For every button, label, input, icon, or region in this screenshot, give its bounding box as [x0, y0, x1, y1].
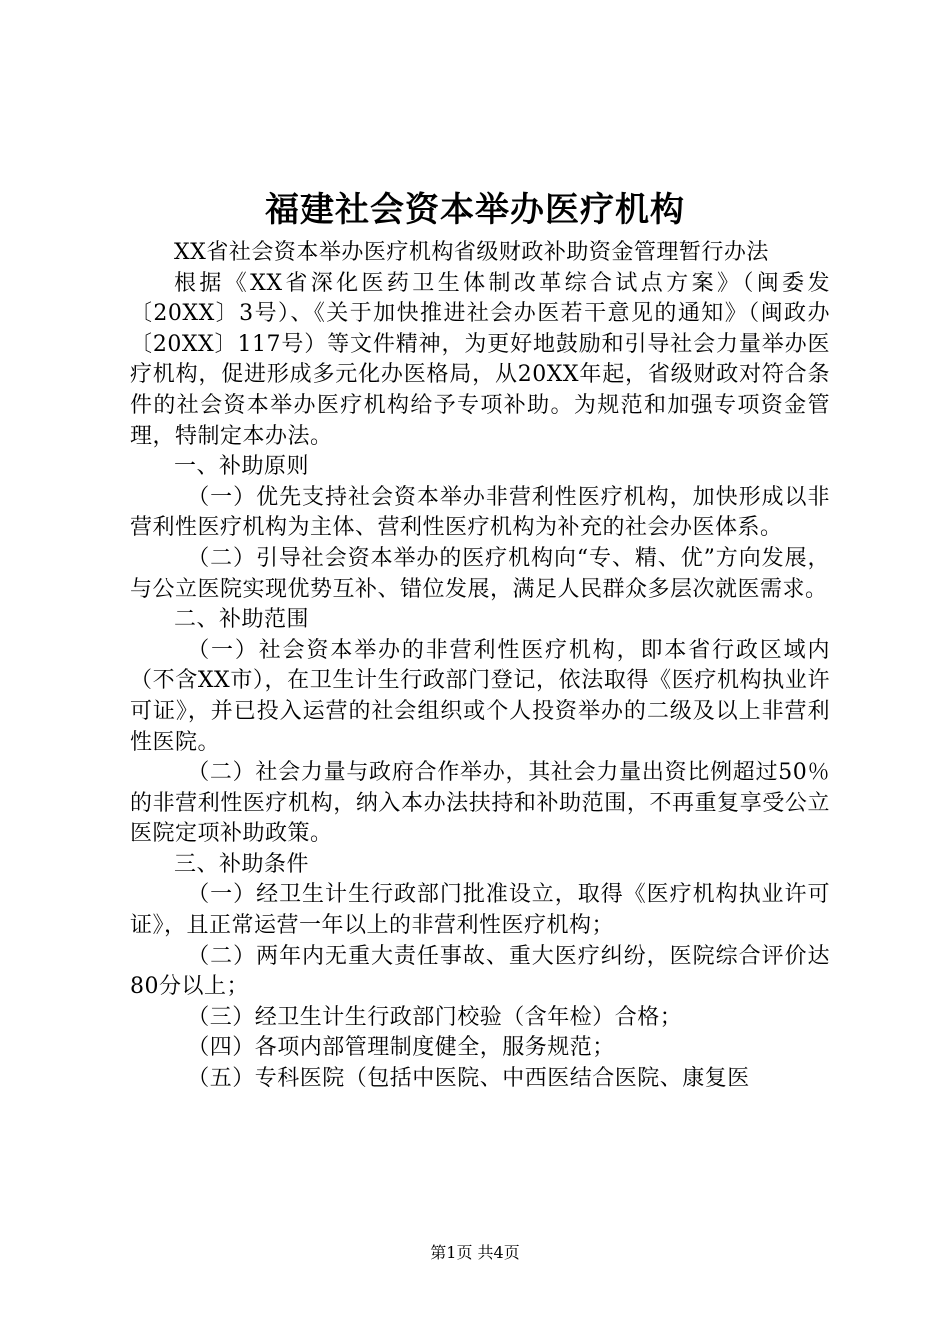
condition-item-3: （三）经卫生计生行政部门校验（含年检）合格；	[187, 1004, 683, 1030]
document-title: 福建社会资本举办医疗机构	[265, 190, 685, 230]
principle-item-2: （二）引导社会资本举办的医疗机构向“专、精、优”方向发展，与公立医院实现优势互补、错位发展，满足人民群众多层次就医需求。	[130, 545, 830, 602]
condition-item-5: （五）专科医院（包括中医院、中西医结合医院、康复医	[187, 1066, 750, 1092]
document-subtitle: XX省社会资本举办医疗机构省级财政补助资金管理暂行办法	[174, 240, 769, 265]
section-heading-conditions: 三、补助条件	[174, 851, 310, 877]
scope-item-2: （二）社会力量与政府合作举办，其社会力量出资比例超过50％的非营利性医疗机构，纳入本办法扶持和补助范围，不再重复享受公立医院定项补助政策。	[130, 760, 830, 847]
principle-item-1: （一）优先支持社会资本举办非营利性医疗机构，加快形成以非营利性医疗机构为主体、营利性医疗机构为补充的社会办医体系。	[130, 484, 830, 541]
intro-paragraph: 根据《XX省深化医药卫生体制改革综合试点方案》（闽委发〔20XX〕3号）、《关于加快推进社会办医若干意见的通知》（闽政办〔20XX〕117号）等文件精神，为更好地鼓励和引导社会力量举办医疗机构，促进形成多元化办医格局，从20XX年起，省级财政对符合条件的社会资本举办医疗机构给予专项补助。为规范和加强专项资金管理，特制定本办法。	[130, 270, 830, 449]
condition-item-1: （一）经卫生计生行政部门批准设立，取得《医疗机构执业许可证》，且正常运营一年以上的非营利性医疗机构；	[130, 882, 830, 939]
section-heading-scope: 二、补助范围	[174, 607, 310, 633]
section-heading-principles: 一、补助原则	[174, 454, 310, 480]
document-body	[130, 238, 830, 1095]
scope-item-1: （一）社会资本举办的非营利性医疗机构，即本省行政区域内（不含XX市），在卫生计生行政部门登记，依法取得《医疗机构执业许可证》，并已投入运营的社会组织或个人投资举办的二级及以上非营利性医院。	[130, 637, 830, 755]
condition-item-4: （四）各项内部管理制度健全，服务规范；	[187, 1035, 615, 1061]
condition-item-2: （二）两年内无重大责任事故、重大医疗纠纷，医院综合评价达80分以上；	[130, 943, 830, 1000]
page-number-footer: 第1页 共4页	[430, 1243, 520, 1262]
